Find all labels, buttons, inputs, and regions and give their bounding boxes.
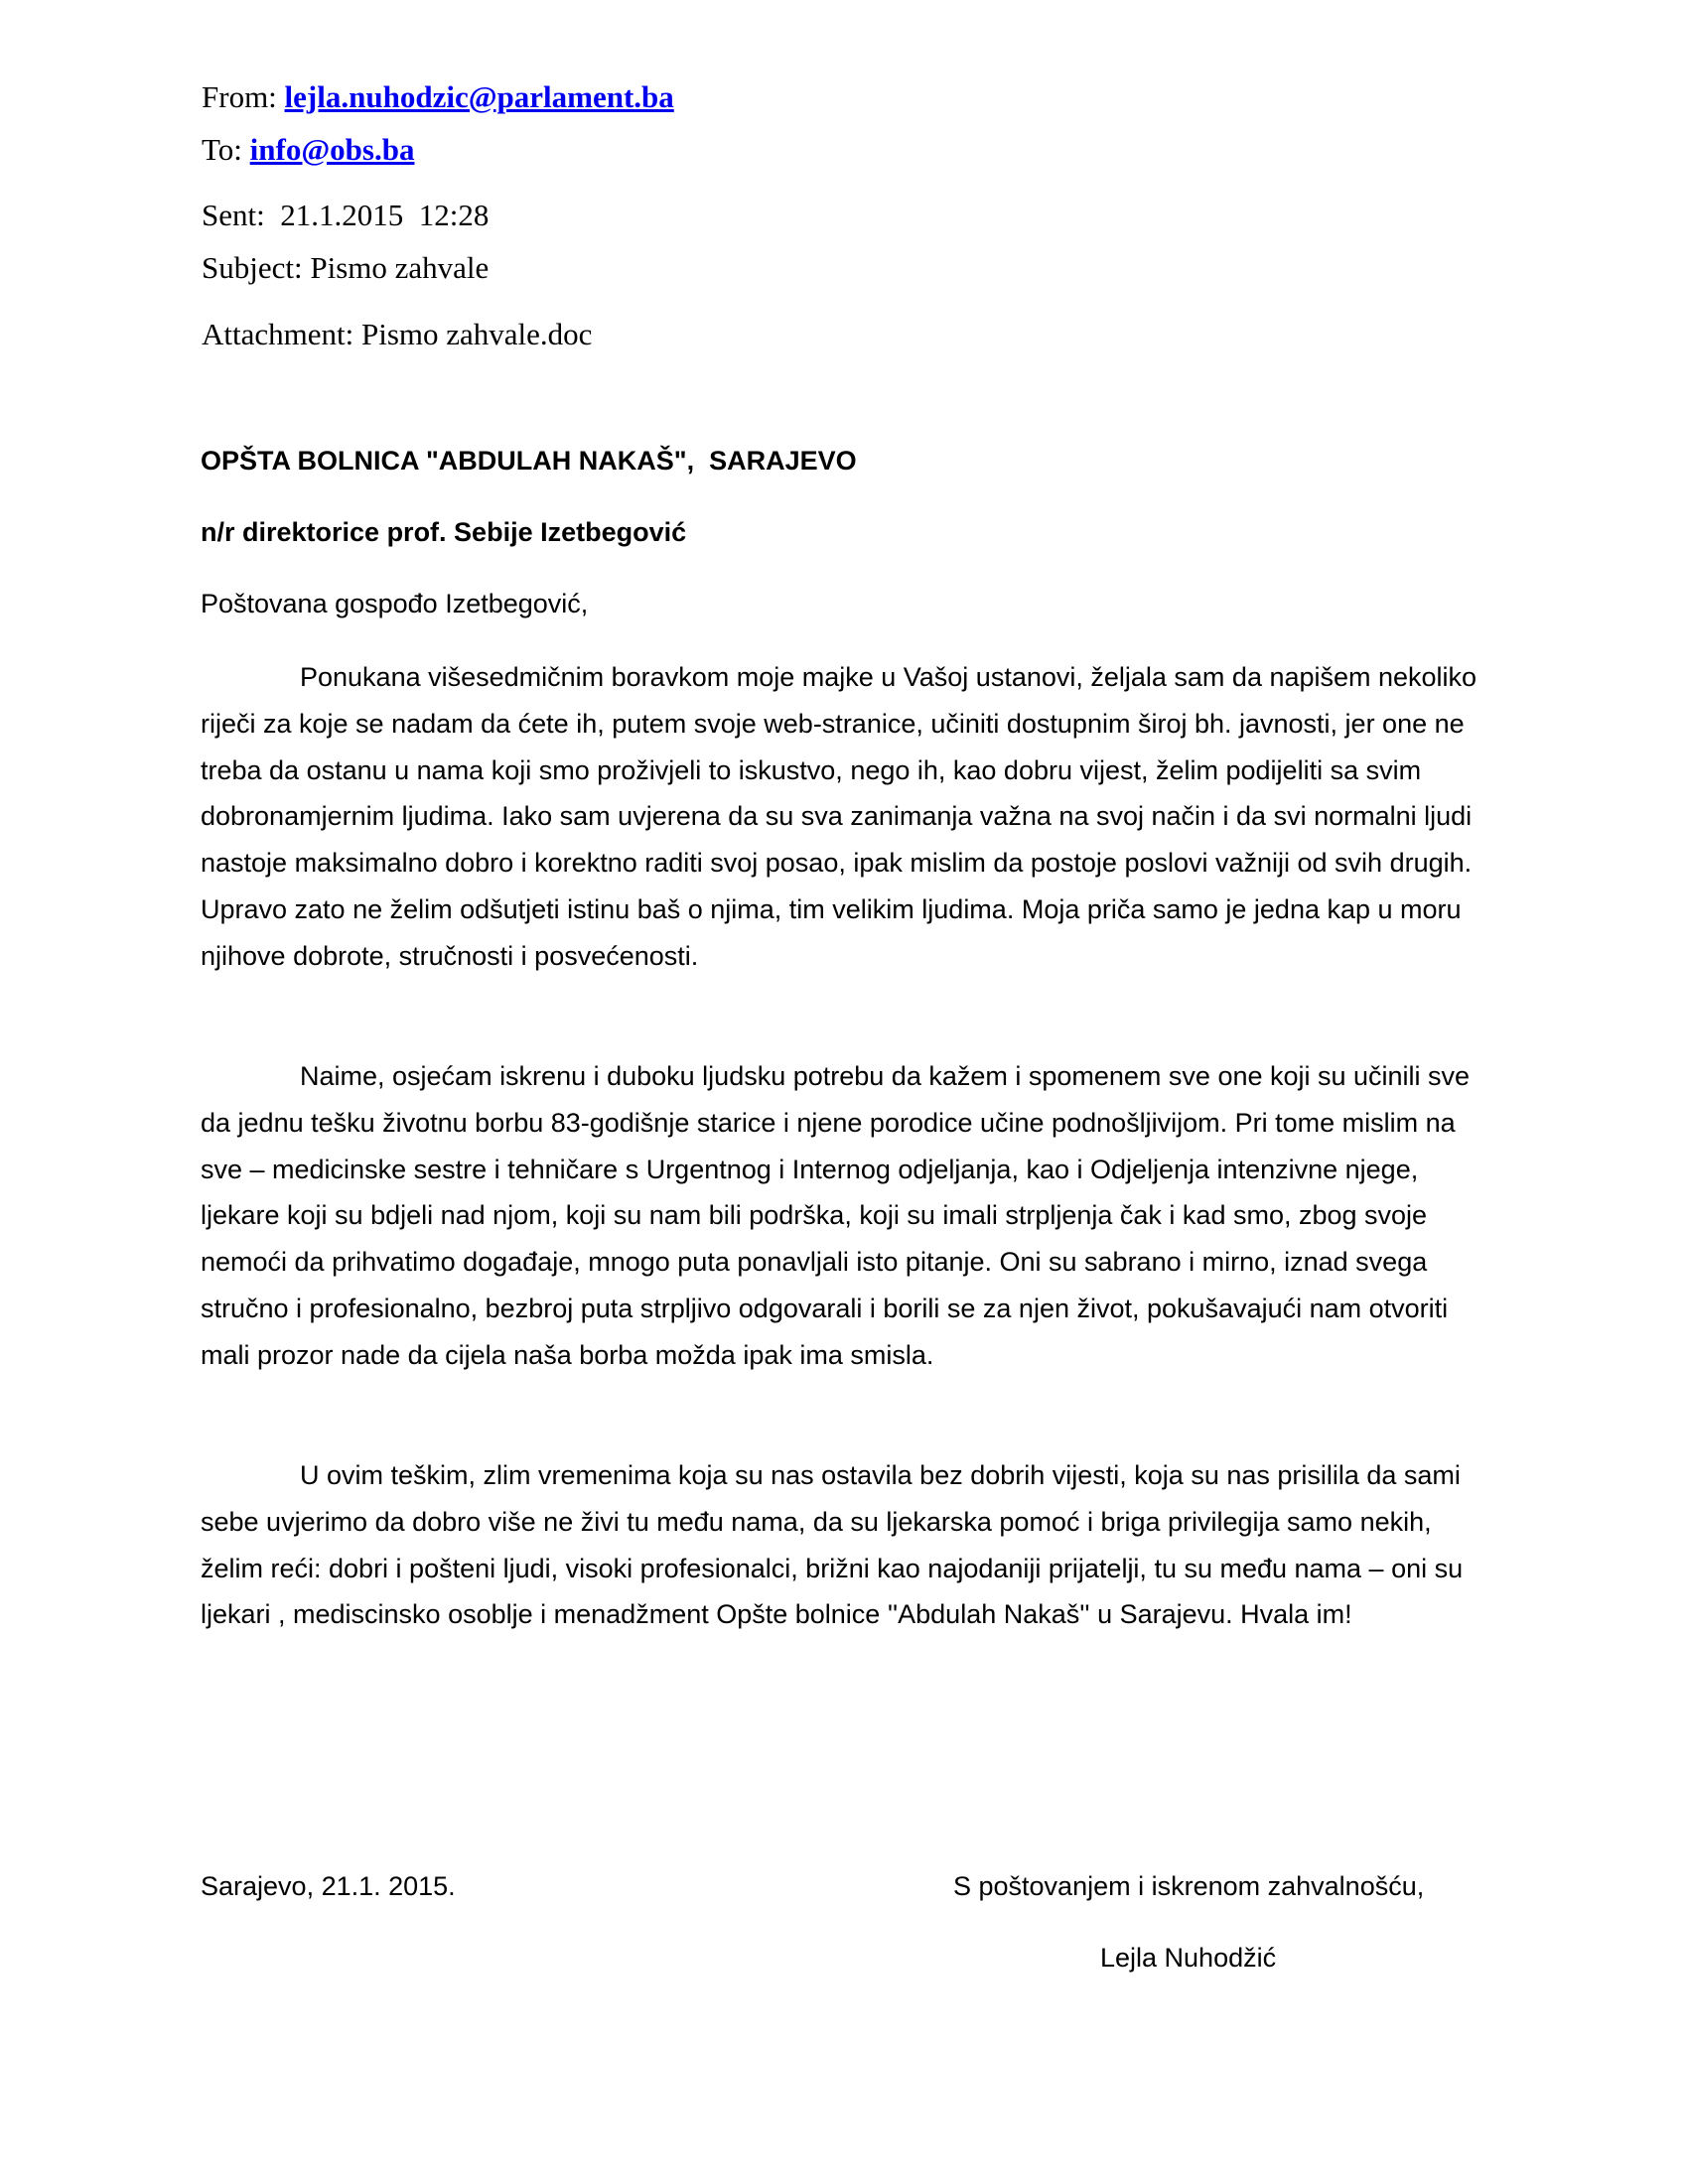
email-sent-line — [202, 196, 489, 235]
letter-paragraph-2 — [201, 1053, 1491, 1379]
email-attachment-line — [202, 315, 592, 354]
email-from-line — [202, 77, 674, 117]
letter-salutation: Poštovana gospođo Izetbegović, — [201, 589, 589, 618]
sent-date: 21.1.2015 — [280, 198, 404, 232]
to-label: To: — [202, 132, 242, 167]
subject-value: Pismo zahvale — [310, 250, 490, 285]
to-address-link[interactable]: info@obs.ba — [249, 132, 415, 167]
letter-attention: n/r direktorice prof. Sebije Izetbegović — [201, 517, 687, 547]
email-subject-line — [202, 248, 489, 288]
sent-time: 12:28 — [418, 198, 490, 232]
subject-label: Subject: — [202, 250, 303, 285]
letter-signature: Lejla Nuhodžić — [1100, 1943, 1277, 1973]
letter-closing: S poštovanjem i iskrenom zahvalnošću, — [953, 1871, 1425, 1901]
paragraph-text: Naime, osjećam iskrenu i duboku ljudsku potrebu da kažem i spomenem sve one koji su učinili sve da jednu tešku životnu borbu 83-godišnje starice i njene porodice učine podnošljivijom. Pri tome mislim na sve – medicinske sestre i tehničare s Urgentnog i Internog odjeljanja, kao i Odjeljenja intenzivne njege, ljekare koji su bdjeli nad njom, koji su nam bili podrška, koji su imali strpljenja čak i kad smo, zbog svoje nemoći da prihvatimo događaje, mnogo puta ponavljali isto pitanje. Oni su sabrano i mirno, iznad svega stručno i profesionalno, bezbroj puta strpljivo odgovarali i borili se za njen život, pokušavajući nam otvoriti mali prozor nade da cijela naša borba možda ipak ima smisla. — [201, 1061, 1471, 1370]
from-address-link[interactable]: lejla.nuhodzic@parlament.ba — [284, 79, 674, 114]
letter-paragraph-1 — [201, 654, 1491, 980]
email-to-line — [202, 130, 414, 170]
attachment-filename: Pismo zahvale.doc — [360, 317, 593, 351]
from-label: From: — [202, 79, 277, 114]
attachment-label: Attachment: — [202, 317, 354, 351]
paragraph-text: U ovim teškim, zlim vremenima koja su nas ostavila bez dobrih vijesti, koja su nas prisilila da sami sebe uvjerimo da dobro više ne živi tu među nama, da su ljekarska pomoć i briga privilegija samo nekih, želim reći: dobri i pošteni ljudi, visoki profesionalci, brižni kao najodaniji prijatelji, tu su među nama – oni su ljekari , mediscinsko osoblje i menadžment Opšte bolnice ''Abdulah Nakaš'' u Sarajevu. Hvala im! — [201, 1460, 1464, 1630]
letter-paragraph-3 — [201, 1452, 1491, 1638]
letter-place-date: Sarajevo, 21.1. 2015. — [201, 1871, 456, 1901]
letter-recipient: OPŠTA BOLNICA "ABDULAH NAKAŠ", SARAJEVO — [201, 446, 857, 476]
sent-label: Sent: — [202, 198, 265, 232]
paragraph-text: Ponukana višesedmičnim boravkom moje majke u Vašoj ustanovi, željala sam da napišem nekoliko riječi za koje se nadam da ćete ih, putem svoje web-stranice, učiniti dostupnim široj bh. javnosti, jer one ne treba da ostanu u nama koji smo proživjeli to iskustvo, nego ih, kao dobru vijest, želim podijeliti sa svim dobronamjernim ljudima. Iako sam uvjerena da su sva zanimanja važna na svoj način i da svi normalni ljudi nastoje maksimalno dobro i korektno raditi svoj posao, ipak mislim da postoje poslovi važniji od svih drugih. Upravo zato ne želim odšutjeti istinu baš o njima, tim velikim ljudima. Moja priča samo je jedna kap u moru njihove dobrote, stručnosti i posvećenosti. — [201, 662, 1477, 971]
